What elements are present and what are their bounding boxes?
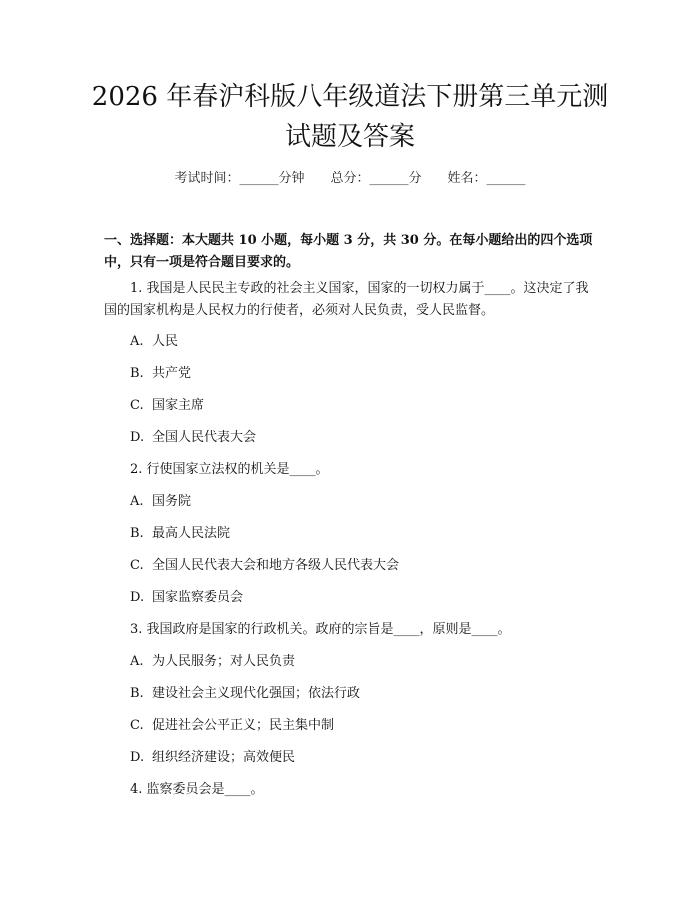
question-2-option-d xyxy=(130,589,243,607)
option-text: 全国人民代表大会 xyxy=(152,430,257,445)
option-text: 国家监察委员会 xyxy=(152,590,244,605)
option-letter: A. xyxy=(130,494,144,509)
question-3-option-a xyxy=(130,653,295,671)
question-1-stem: 1. 我国是人民民主专政的社会主义国家，国家的一切权力属于____。这决定了我国的国家机构是人民权力的行使者，必须对人民负责，受人民监督。 xyxy=(104,281,589,318)
option-letter: B. xyxy=(130,686,144,701)
question-1-option-d xyxy=(130,429,256,447)
option-text: 国务院 xyxy=(152,494,192,509)
option-text: 促进社会公平正义；民主集中制 xyxy=(152,718,335,733)
page-title-line-1: 2026 年春沪科版八年级道法下册第三单元测 xyxy=(91,82,609,112)
option-letter: B. xyxy=(130,366,144,381)
question-3-option-b xyxy=(130,685,360,703)
question-1-option-c xyxy=(130,397,204,415)
total-score-field: 总分：______分 xyxy=(330,171,422,186)
option-text: 国家主席 xyxy=(152,398,205,413)
option-text: 人民 xyxy=(152,334,179,349)
option-text: 最高人民法院 xyxy=(152,526,231,541)
question-3-option-c xyxy=(130,717,334,735)
option-letter: D. xyxy=(130,590,145,605)
option-text: 全国人民代表大会和地方各级人民代表大会 xyxy=(152,558,400,573)
question-3-option-d xyxy=(130,749,295,767)
question-2-stem: 2. 行使国家立法权的机关是____。 xyxy=(130,462,329,477)
student-name-field: 姓名：______ xyxy=(447,171,526,186)
option-text: 建设社会主义现代化强国；依法行政 xyxy=(152,686,361,701)
question-1-option-a xyxy=(130,333,178,351)
option-letter: C. xyxy=(130,558,144,573)
option-text: 组织经济建设；高效便民 xyxy=(152,750,296,765)
exam-meta xyxy=(0,170,700,188)
option-text: 为人民服务；对人民负责 xyxy=(152,654,296,669)
question-2-option-a xyxy=(130,493,191,511)
option-text: 共产党 xyxy=(152,366,192,381)
question-2-option-c xyxy=(130,557,399,575)
option-letter: A. xyxy=(130,334,144,349)
question-2-option-b xyxy=(130,525,230,543)
option-letter: D. xyxy=(130,750,145,765)
option-letter: C. xyxy=(130,398,144,413)
question-3-stem: 3. 我国政府是国家的行政机关。政府的宗旨是____，原则是____。 xyxy=(130,622,511,637)
option-letter: D. xyxy=(130,430,145,445)
page-title-line-2: 试题及答案 xyxy=(284,122,415,152)
question-1-option-b xyxy=(130,365,191,383)
option-letter: B. xyxy=(130,526,144,541)
question-4-stem: 4. 监察委员会是____。 xyxy=(130,782,264,797)
exam-time-field: 考试时间：______分钟 xyxy=(174,171,305,186)
option-letter: C. xyxy=(130,718,144,733)
section-heading: 一、选择题：本大题共 10 小题，每小题 3 分，共 30 分。在每小题给出的四个选项中，只有一项是符合题目要求的。 xyxy=(104,233,593,270)
option-letter: A. xyxy=(130,654,144,669)
